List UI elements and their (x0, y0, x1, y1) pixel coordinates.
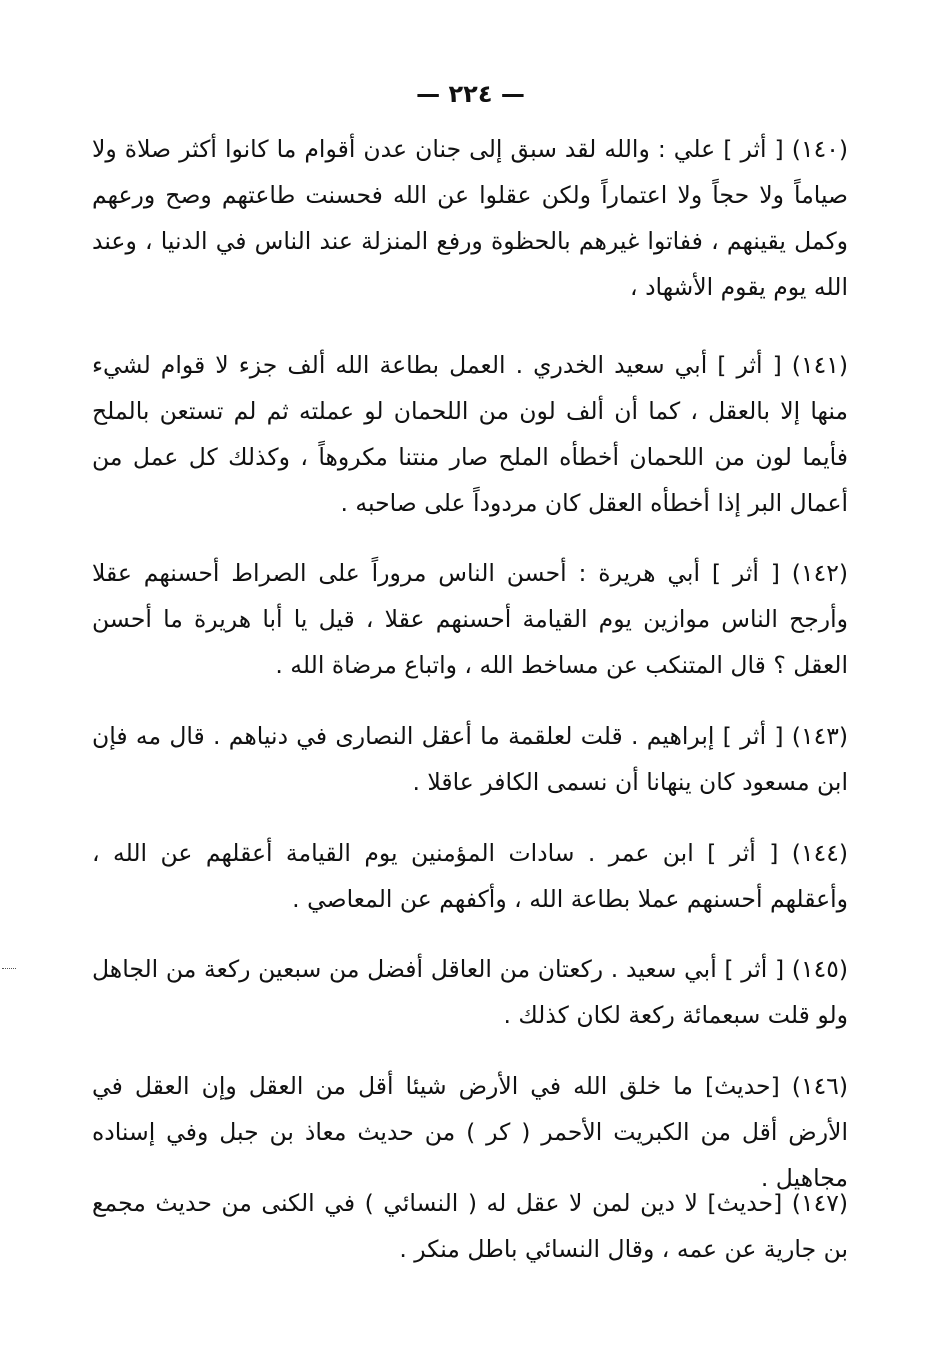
page-number: — ٢٢٤ — (416, 80, 525, 108)
entry-147: (١٤٧) [حديث] لا دين لمن لا عقل له ( النسائي ) في الكنى من حديث مجمع بن جارية عن عمه ، وقال النسائي باطل منكر . (92, 1189, 848, 1263)
scan-edge-mark (2, 968, 16, 972)
entry-142: (١٤٢) [ أثر ] أبي هريرة : أحسن الناس مروراً على الصراط أحسنهم عقلا وأرجح الناس موازين يوم القيامة أحسنهم عقلا ، قيل يا أبا هريرة ما أحسن العقل ؟ قال المتنكب عن مساخط الله ، واتباع مرضاة الله . (92, 559, 848, 679)
entry-140: (١٤٠) [ أثر ] علي : والله لقد سبق إلى جنان عدن أقوام ما كانوا أكثر صلاة ولا صياماً ولا حجاً ولا اعتماراً ولكن عقلوا عن الله فحسنت طاعتهم وصح ورعهم وكمل يقينهم ، ففاتوا غيرهم بالحظوة ورفع المنزلة عند الناس في الدنيا ، وعند الله يوم يقوم الأشهاد ، (92, 135, 848, 301)
entry-144: (١٤٤) [ أثر ] ابن عمر . سادات المؤمنين يوم القيامة أعقلهم عن الله ، وأعقلهم أحسنهم عملا بطاعة الله ، وأكفهم عن المعاصي . (92, 839, 848, 913)
entry-141: (١٤١) [ أثر ] أبي سعيد الخدري . العمل بطاعة الله ألف جزء لا قوام لشيء منها إلا بالعقل ، كما أن ألف لون من اللحمان لو عملته ثم لم تستعن بالملح فأيما لون من اللحمان أخطأه الملح صار منتنا مكروهاً ، وكذلك كل عمل من أعمال البر إذا أخطأه العقل كان مردوداً على صاحبه . (92, 351, 848, 517)
entry-143: (١٤٣) [ أثر ] إبراهيم . قلت لعلقمة ما أعقل النصارى في دنياهم . قال مه فإن ابن مسعود كان ينهانا أن نسمى الكافر عاقلا . (92, 722, 848, 796)
entry-146: (١٤٦) [حديث] ما خلق الله في الأرض شيئا أقل من العقل وإن العقل في الأرض أقل من الكبريت الأحمر ( كر ) من حديث معاذ بن جبل وفي إسناده مجاهيل . (92, 1072, 848, 1192)
entry-145: (١٤٥) [ أثر ] أبي سعيد . ركعتان من العاقل أفضل من سبعين ركعة من الجاهل ولو قلت سبعمائة ركعة لكان كذلك . (92, 955, 848, 1029)
